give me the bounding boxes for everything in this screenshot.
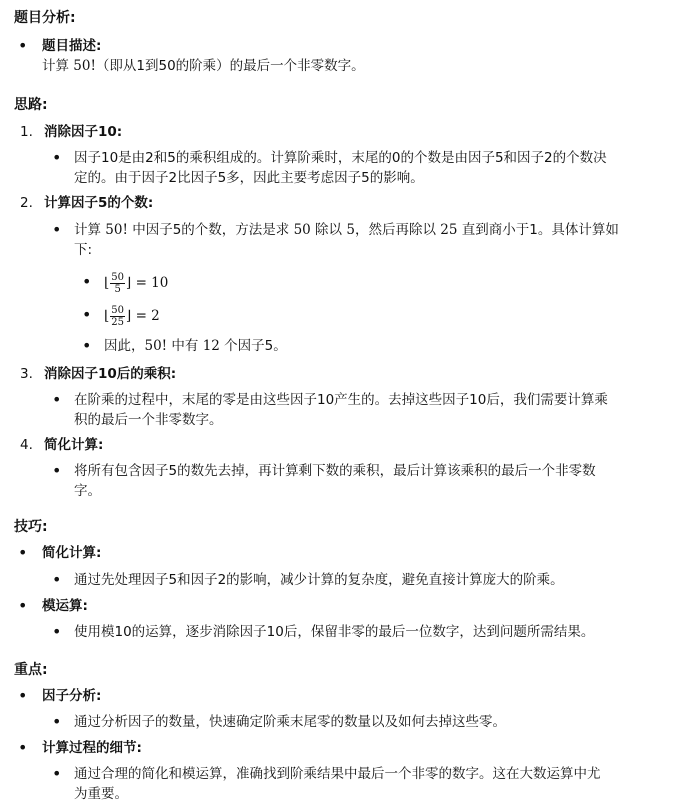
text-line: 通过先处理因子5和因子2的影响，减少计算的复杂度，避免直接计算庞大的阶乘。 xyxy=(74,572,564,588)
analysis-label: 题目描述: xyxy=(42,38,102,54)
bullet-icon: • xyxy=(52,764,62,783)
key-1 xyxy=(18,686,101,706)
section-tips-heading: 技巧: xyxy=(14,519,48,535)
step-label: 计算因子5的个数: xyxy=(44,195,154,211)
step-4 xyxy=(0,435,103,455)
text-line: 计算 50! 中因子5的个数，方法是求 50 除以 5，然后再除以 25 直到商小于1。具体计算如 xyxy=(74,222,619,238)
bullet-icon: • xyxy=(82,272,92,291)
section-key-heading: 重点: xyxy=(14,662,48,678)
tip-1 xyxy=(18,543,101,563)
key-label: 计算过程的细节: xyxy=(42,740,142,756)
bullet-icon: • xyxy=(52,622,62,641)
step-2-detail xyxy=(52,220,674,260)
tip-label: 模运算: xyxy=(42,598,88,614)
step-label: 简化计算: xyxy=(44,437,104,453)
step-number: 3. xyxy=(20,366,33,382)
analysis-item xyxy=(18,36,365,76)
step-number: 2. xyxy=(20,195,33,211)
bullet-icon: • xyxy=(52,570,62,589)
bullet-icon: • xyxy=(82,336,92,355)
section-idea-heading: 思路: xyxy=(14,97,48,113)
key-label: 因子分析: xyxy=(42,688,102,704)
text-line: 因子10是由2和5的乘积组成的。计算阶乘时，末尾的0的个数是由因子5和因子2的个数决 xyxy=(74,150,607,166)
bullet-icon: • xyxy=(18,36,28,55)
text-line: 积的最后一个非零数字。 xyxy=(74,412,223,428)
key-1-detail xyxy=(52,712,506,732)
tip-2 xyxy=(18,596,88,616)
bullet-icon: • xyxy=(18,738,28,757)
text-line: 通过分析因子的数量，快速确定阶乘末尾零的数量以及如何去掉这些零。 xyxy=(74,714,506,730)
step-number: 4. xyxy=(20,437,33,453)
bullet-icon: • xyxy=(18,686,28,705)
formula-1: • ⌊ $\frac{50}{5}$ ⌋ = 10 xyxy=(82,272,169,295)
text-line: 下: xyxy=(74,242,93,258)
bullet-icon: • xyxy=(52,461,62,480)
text-line: 定的。由于因子2比因子5多，因此主要考虑因子5的影响。 xyxy=(74,170,424,186)
bullet-icon: • xyxy=(82,305,92,324)
bullet-icon: • xyxy=(52,148,62,167)
step-label: 消除因子10: xyxy=(44,124,123,140)
step-4-detail xyxy=(52,461,674,501)
step-1-detail xyxy=(52,148,674,188)
text-line: 通过合理的简化和模运算，准确找到阶乘结果中最后一个非零的数字。这在大数运算中尤 xyxy=(74,766,601,782)
key-2-detail xyxy=(52,764,674,804)
key-2 xyxy=(18,738,142,758)
text-line: 在阶乘的过程中，末尾的零是由这些因子10产生的。去掉这些因子10后，我们需要计算乘 xyxy=(74,392,608,408)
bullet-icon: • xyxy=(18,596,28,615)
analysis-text: 计算 50!（即从1到50的阶乘）的最后一个非零数字。 xyxy=(42,58,365,74)
bullet-icon: • xyxy=(52,712,62,731)
step-number: 1. xyxy=(20,124,33,140)
step-2 xyxy=(0,193,153,213)
expr-50-factorial: 50! xyxy=(73,58,96,74)
step-1 xyxy=(0,122,122,142)
tip-1-detail xyxy=(52,570,564,590)
step-3-detail xyxy=(52,390,674,430)
step-3 xyxy=(0,364,176,384)
bullet-icon: • xyxy=(52,390,62,409)
text-line: 字。 xyxy=(74,483,101,499)
text-line: 将所有包含因子5的数先去掉，再计算剩下数的乘积，最后计算该乘积的最后一个非零数 xyxy=(74,463,596,479)
formula-2: • ⌊ $\frac{50}{25}$ ⌋ = 2 xyxy=(82,305,160,328)
conclusion: • 因此，50! 中有 12 个因子5。 xyxy=(82,336,287,355)
bullet-icon: • xyxy=(52,220,62,239)
bullet-icon: • xyxy=(18,543,28,562)
text-line: 为重要。 xyxy=(74,786,128,802)
tip-label: 简化计算: xyxy=(42,545,102,561)
section-analysis-heading: 题目分析: xyxy=(14,10,76,26)
tip-2-detail xyxy=(52,622,594,642)
text-line: 使用模10的运算，逐步消除因子10后，保留非零的最后一位数字，达到问题所需结果。 xyxy=(74,624,595,640)
step-label: 消除因子10后的乘积: xyxy=(44,366,177,382)
